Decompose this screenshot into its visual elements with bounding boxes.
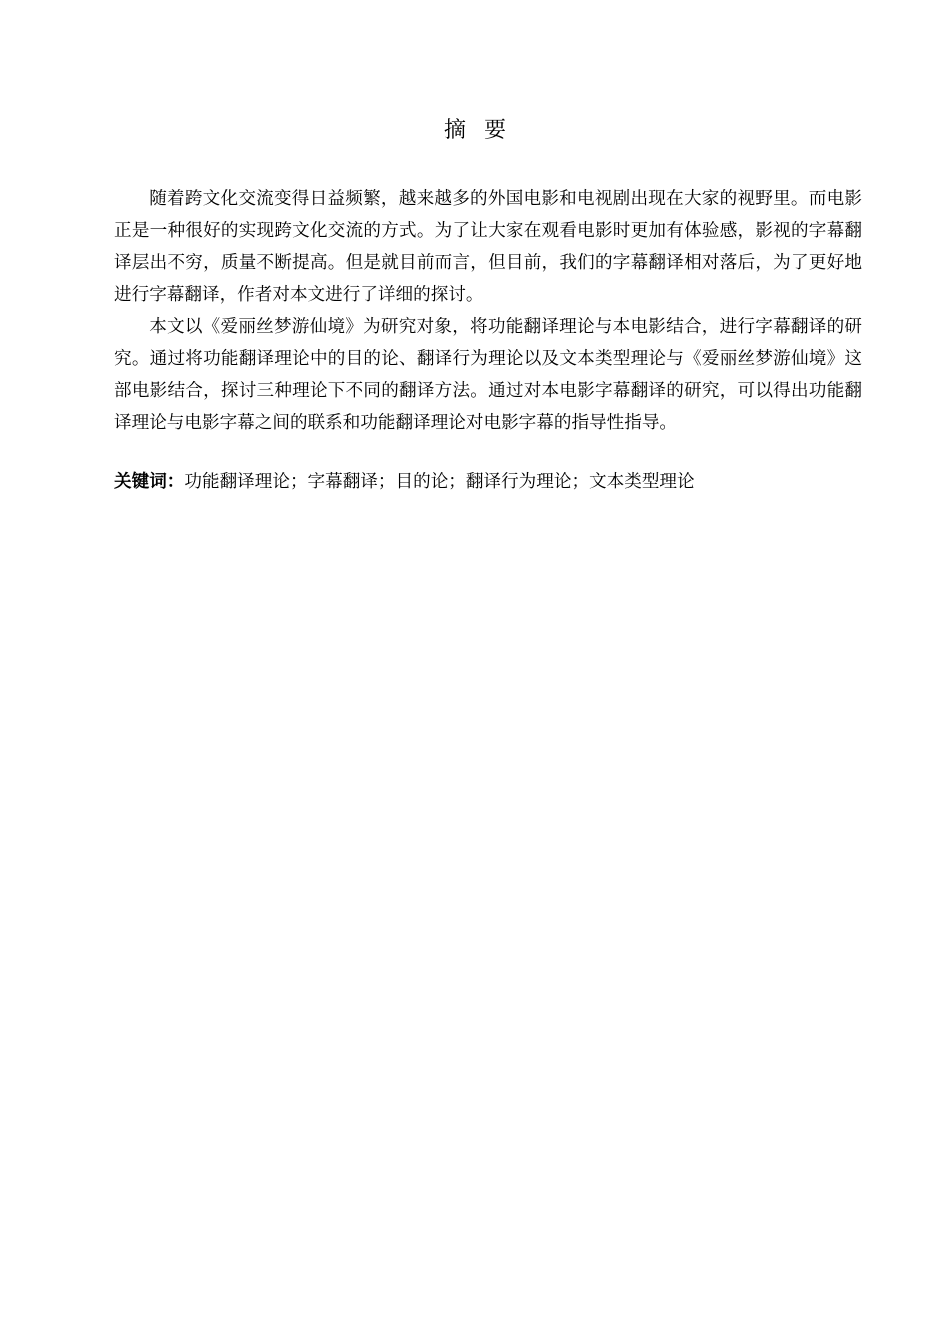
keywords-list: 功能翻译理论；字幕翻译；目的论；翻译行为理论；文本类型理论 bbox=[184, 472, 695, 492]
keywords-line bbox=[114, 466, 862, 498]
abstract-body bbox=[114, 183, 862, 439]
abstract-title: 摘要 bbox=[443, 118, 524, 143]
abstract-paragraph-2: 本文以《爱丽丝梦游仙境》为研究对象，将功能翻译理论与本电影结合，进行字幕翻译的研究。通过将功能翻译理论中的目的论、翻译行为理论以及文本类型理论与《爱丽丝梦游仙境》这部电影结合，探讨三种理论下不同的翻译方法。通过对本电影字幕翻译的研究，可以得出功能翻译理论与电影字幕之间的联系和功能翻译理论对电影字幕的指导性指导。 bbox=[114, 317, 862, 433]
abstract-paragraph-1: 随着跨文化交流变得日益频繁，越来越多的外国电影和电视剧出现在大家的视野里。而电影正是一种很好的实现跨文化交流的方式。为了让大家在观看电影时更加有体验感，影视的字幕翻译层出不穷，质量不断提高。但是就目前而言，但目前，我们的字幕翻译相对落后，为了更好地进行字幕翻译，作者对本文进行了详细的探讨。 bbox=[114, 189, 862, 305]
keywords-label: 关键词： bbox=[114, 472, 185, 492]
